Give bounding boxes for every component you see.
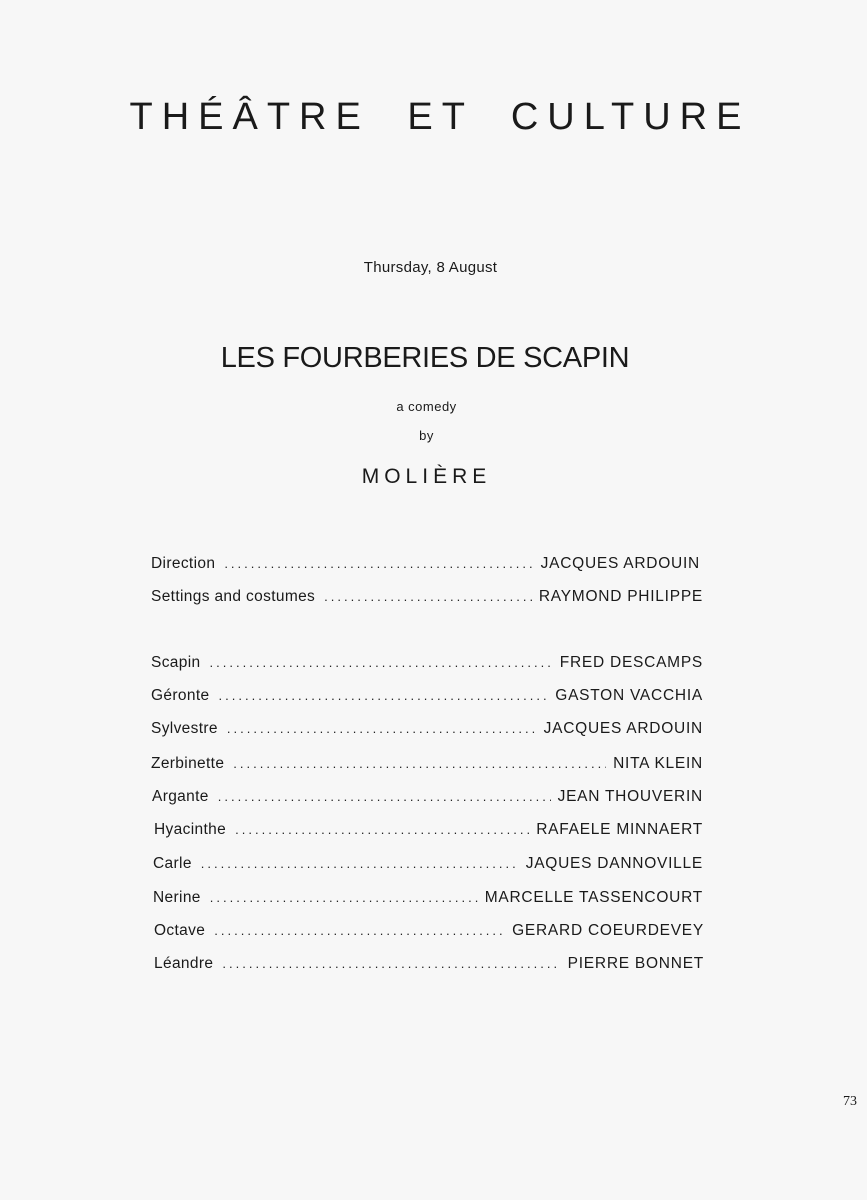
cast-row xyxy=(154,821,703,843)
cast-row xyxy=(151,687,703,709)
cast-row xyxy=(154,922,704,944)
actor-name: GASTON VACCHIA xyxy=(555,687,703,704)
actor-name: NITA KLEIN xyxy=(613,755,703,772)
dot-leader xyxy=(210,890,478,905)
cast-row xyxy=(151,654,703,676)
dot-leader xyxy=(324,589,532,604)
actor-name: FRED DESCAMPS xyxy=(559,654,703,671)
dot-leader xyxy=(224,556,533,571)
actor-name: PIERRE BONNET xyxy=(567,955,704,972)
cast-row xyxy=(154,955,704,977)
character-name: Léandre xyxy=(154,955,214,972)
cast-row xyxy=(153,855,703,877)
actor-name: MARCELLE TASSENCOURT xyxy=(484,889,703,906)
cast-row xyxy=(151,720,703,742)
character-name: Argante xyxy=(152,788,209,805)
cast-row xyxy=(152,788,703,810)
character-name: Hyacinthe xyxy=(154,821,227,838)
character-name: Octave xyxy=(154,922,206,939)
credit-role: Direction xyxy=(151,555,216,572)
actor-name: JACQUES ARDOUIN xyxy=(543,720,703,737)
dot-leader xyxy=(218,688,548,703)
character-name: Zerbinette xyxy=(151,755,225,772)
dot-leader xyxy=(235,822,529,837)
credit-name: JACQUES ARDOUIN xyxy=(540,555,700,572)
dot-leader xyxy=(227,721,537,736)
actor-name: RAFAELE MINNAERT xyxy=(536,821,703,838)
character-name: Carle xyxy=(153,855,192,872)
page-title: THÉÂTRE ET CULTURE xyxy=(129,96,751,138)
character-name: Sylvestre xyxy=(151,720,218,737)
author-name: MOLIÈRE xyxy=(361,465,492,488)
dot-leader xyxy=(233,756,606,771)
actor-name: JAQUES DANNOVILLE xyxy=(525,855,703,872)
page-number: 73 xyxy=(843,1094,857,1109)
dot-leader xyxy=(214,923,505,938)
play-title: LES FOURBERIES DE SCAPIN xyxy=(220,342,630,374)
character-name: Nerine xyxy=(153,889,201,906)
actor-name: JEAN THOUVERIN xyxy=(557,788,703,805)
character-name: Géronte xyxy=(151,687,210,704)
performance-date: Thursday, 8 August xyxy=(363,259,498,276)
credit-role: Settings and costumes xyxy=(151,588,316,605)
crew-credit-settings xyxy=(151,588,703,610)
cast-row xyxy=(151,755,703,777)
dot-leader xyxy=(218,789,551,804)
dot-leader xyxy=(201,856,519,871)
actor-name: GERARD COEURDEVEY xyxy=(512,922,704,939)
dot-leader xyxy=(210,655,553,670)
character-name: Scapin xyxy=(151,654,201,671)
by-label: by xyxy=(419,428,434,443)
cast-row xyxy=(153,889,703,911)
genre-label: a comedy xyxy=(396,399,457,414)
crew-credit-direction xyxy=(151,555,700,577)
dot-leader xyxy=(222,956,560,971)
credit-name: RAYMOND PHILIPPE xyxy=(538,588,703,605)
